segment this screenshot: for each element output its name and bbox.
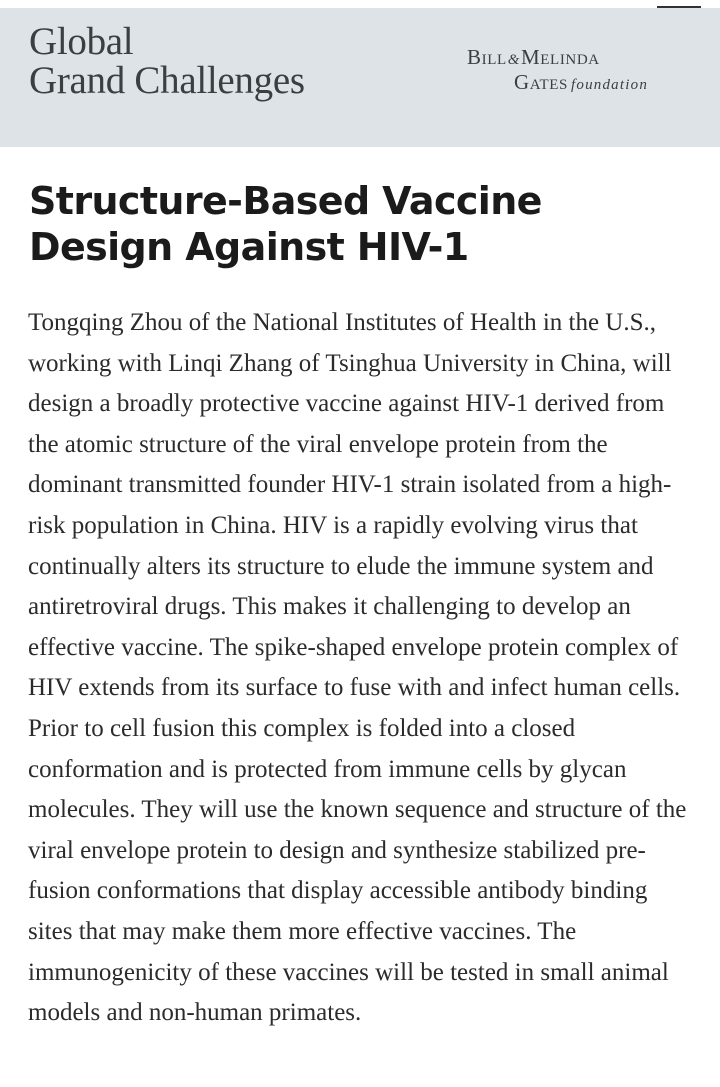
gates-logo-ampersand: & [507,52,521,68]
gates-logo-line-2 [514,71,667,96]
logo-line-2: Grand Challenges [29,59,305,102]
article-body: Tongqing Zhou of the National Institutes of Health in the U.S., working with Linqi Zhang of Tsinghua University in China, will design a broadly protective vaccine against HIV-1 derived from the atomic structure of the viral envelope protein from the dominant transmitted founder HIV-1 strain isolated from a high-risk population in China. HIV is a rapidly evolving virus that continually alters its structure to elude the immune system and antiretroviral drugs. This makes it challenging to develop an effective vaccine. The spike-shaped envelope protein complex of HIV extends from its surface to fuse with and infect human cells. Prior to cell fusion this complex is folded into a closed conformation and is protected from immune cells by glycan molecules. They will use the known sequence and structure of the viral envelope protein to design and synthesize stabilized pre-fusion conformations that display accessible antibody binding sites that may make them more effective vaccines. The immunogenicity of these vaccines will be tested in small animal models and non-human primates. [28,309,687,1027]
global-grand-challenges-logo[interactable] [29,22,305,100]
logo-line-1: Global [29,20,134,63]
gates-logo-bill: Bill [467,45,507,69]
gates-logo-line-1 [467,46,667,71]
gates-logo-gates: Gates [514,70,569,94]
site-header [0,8,720,147]
gates-foundation-logo[interactable] [467,46,667,96]
gates-logo-melinda: Melinda [521,45,600,69]
article-title: Structure-Based Vaccine Design Against HIV-1 [29,179,542,269]
gates-logo-foundation: foundation [571,77,649,93]
top-strip [0,0,720,7]
